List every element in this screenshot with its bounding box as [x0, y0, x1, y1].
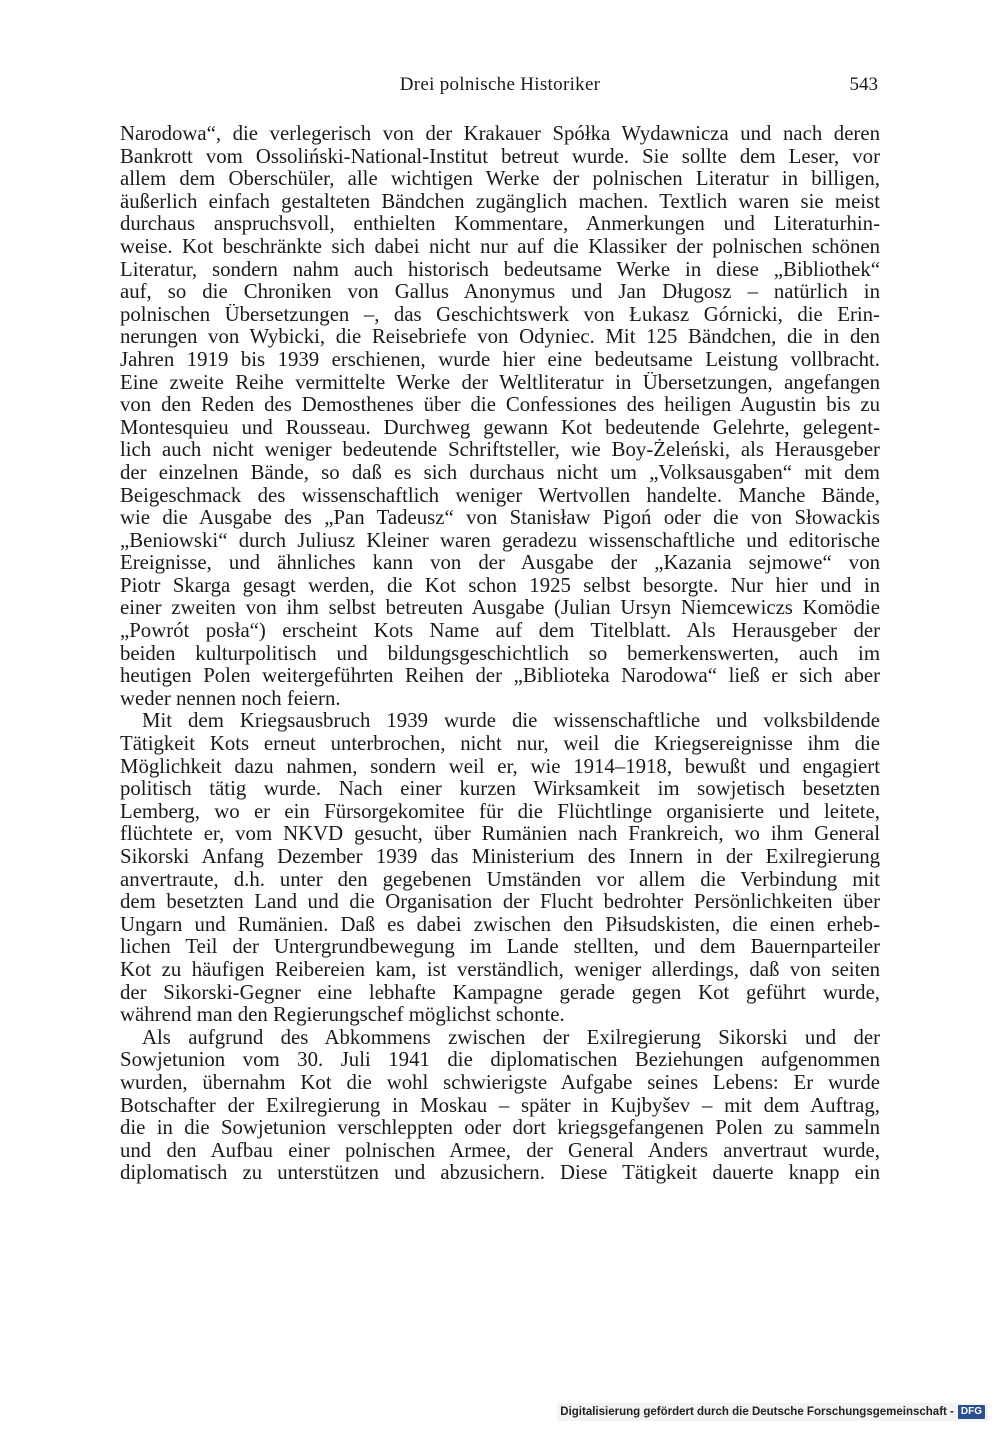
text-line: auf, so die Chroniken von Gallus Anonymus und Jan Długosz – natürlich in: [120, 281, 880, 304]
text-line: Eine zweite Reihe vermittelte Werke der Weltliteratur in Übersetzungen, angefangen: [120, 371, 880, 394]
text-line: die in die Sowjetunion verschleppten oder dort kriegsgefangenen Polen zu sammeln: [120, 1117, 880, 1140]
text-line: während man den Regierungschef möglichst schonte.: [120, 1004, 565, 1027]
text-line: Piotr Skarga gesagt werden, die Kot schon 1925 selbst besorgte. Nur hier und in: [120, 574, 880, 597]
text-line: heutigen Polen weitergeführten Reihen der „Biblioteka Narodowa“ ließ er sich aber: [120, 665, 880, 688]
paragraph-1: [120, 123, 880, 710]
text-line: der Sikorski-Gegner eine lebhafte Kampagne gerade gegen Kot geführt wurde,: [120, 981, 880, 1004]
text-line: anvertraute, d.h. unter den gegebenen Umständen vor allem die Verbindung mit: [120, 868, 880, 891]
page-header: [120, 74, 880, 100]
text-line: weise. Kot beschränkte sich dabei nicht nur auf die Klassiker der polnischen schönen: [120, 235, 880, 258]
text-line: Lemberg, wo er ein Fürsorgekomitee für die Flüchtlinge organisierte und leitete,: [120, 800, 880, 823]
text-line: der einzelnen Bände, so daß es sich durchaus nicht um „Volksausgaben“ mit dem: [120, 461, 880, 484]
text-line: Mit dem Kriegsausbruch 1939 wurde die wissenschaftliche und volksbildende: [142, 710, 880, 733]
text-line: lich auch nicht weniger bedeutende Schriftsteller, wie Boy-Żeleński, als Herausgeber: [120, 439, 880, 462]
text-line: weder nennen noch feiern.: [120, 687, 341, 710]
text-line: Bankrott vom Ossoliński-National-Institut betreut wurde. Sie sollte dem Leser, vor: [120, 145, 880, 168]
running-title: Drei polnische Historiker: [399, 74, 601, 95]
text-line: Beigeschmack des wissenschaftlich weniger Wertvollen handelte. Manche Bände,: [120, 484, 880, 507]
paragraph-3: [120, 1027, 880, 1185]
text-line: Montesquieu und Rousseau. Durchweg gewann Kot bedeutende Gelehrte, gelegent-: [120, 416, 880, 439]
text-line: polnischen Übersetzungen –, das Geschichtswerk von Łukasz Górnicki, die Erin-: [120, 303, 880, 326]
credit-text: Digitalisierung gefördert durch die Deutsche Forschungsgemeinschaft -: [560, 1406, 954, 1418]
digitization-credit: [557, 1403, 988, 1421]
text-line: politisch tätig wurde. Nach einer kurzen Wirksamkeit im sowjetisch besetzten: [120, 778, 880, 801]
text-line: „Beniowski“ durch Juliusz Kleiner waren geradezu wissenschaftliche und editorische: [120, 529, 880, 552]
text-line: von den Reden des Demosthenes über die Confessiones des heiligen Augustin bis zu: [120, 394, 880, 417]
text-line: flüchtete er, vom NKVD gesucht, über Rumänien nach Frankreich, wo ihm General: [120, 823, 880, 846]
text-line: Sowjetunion vom 30. Juli 1941 die diplomatischen Beziehungen aufgenommen: [120, 1049, 880, 1072]
text-line: wie die Ausgabe des „Pan Tadeusz“ von Stanisław Pigoń oder die von Słowackis: [120, 507, 880, 530]
text-line: einer zweiten von ihm selbst betreuten Ausgabe (Julian Ursyn Niemcewiczs Komödie: [120, 597, 880, 620]
text-line: beiden kulturpolitisch und bildungsgeschichtlich so bemerkenswerten, auch im: [120, 642, 880, 665]
text-line: diplomatisch zu unterstützen und abzusichern. Diese Tätigkeit dauerte knapp ein: [120, 1162, 880, 1185]
text-line: wurden, übernahm Kot die wohl schwierigste Aufgabe seines Lebens: Er wurde: [120, 1071, 880, 1094]
text-line: Möglichkeit dazu nahmen, sondern weil er, wie 1914–1918, bewußt und engagiert: [120, 755, 880, 778]
text-line: durchaus anspruchsvoll, enthielten Kommentare, Anmerkungen und Literaturhin-: [120, 213, 880, 236]
text-line: allem dem Oberschüler, alle wichtigen Werke der polnischen Literatur in billigen,: [120, 168, 880, 191]
text-line: Narodowa“, die verlegerisch von der Krakauer Spółka Wydawnicza und nach deren: [120, 123, 880, 145]
page-number: 543: [849, 74, 878, 95]
text-line: Ereignisse, und ähnliches kann von der Ausgabe der „Kazania sejmowe“ von: [120, 552, 880, 575]
paragraph-2: [120, 710, 880, 1026]
text-line: Tätigkeit Kots erneut unterbrochen, nicht nur, weil die Kriegsereignisse ihm die: [120, 733, 880, 756]
body-text: [120, 123, 880, 1185]
text-line: Kot zu häufigen Reibereien kam, ist verständlich, weniger allerdings, daß von seiten: [120, 958, 880, 981]
text-line: Jahren 1919 bis 1939 erschienen, wurde hier eine bedeutsame Leistung vollbracht.: [120, 348, 880, 371]
text-line: Ungarn und Rumänien. Daß es dabei zwischen den Piłsudskisten, die einen erheb-: [120, 913, 880, 936]
text-line: lichen Teil der Untergrundbewegung im Lande stellten, und dem Bauernparteiler: [120, 936, 880, 959]
text-line: Sikorski Anfang Dezember 1939 das Ministerium des Innern in der Exilregierung: [120, 846, 880, 868]
text-line: und den Aufbau einer polnischen Armee, der General Anders anvertraut wurde,: [120, 1139, 880, 1162]
dfg-logo: DFG: [958, 1405, 985, 1419]
text-line: Als aufgrund des Abkommens zwischen der Exilregierung Sikorski und der: [142, 1026, 880, 1049]
text-line: dem besetzten Land und die Organisation der Flucht bedrohter Persönlichkeiten über: [120, 891, 880, 914]
text-line: Literatur, sondern nahm auch historisch bedeutsame Werke in diese „Bibliothek“: [120, 258, 880, 281]
text-line: Botschafter der Exilregierung in Moskau – später in Kujbyšev – mit dem Auftrag,: [120, 1094, 880, 1117]
text-line: „Powrót posła“) erscheint Kots Name auf dem Titelblatt. Als Herausgeber der: [120, 620, 880, 643]
text-line: nerungen von Wybicki, die Reisebriefe von Odyniec. Mit 125 Bändchen, die in den: [120, 326, 880, 349]
text-line: äußerlich einfach gestalteten Bändchen zugänglich machen. Textlich waren sie meist: [120, 190, 880, 213]
